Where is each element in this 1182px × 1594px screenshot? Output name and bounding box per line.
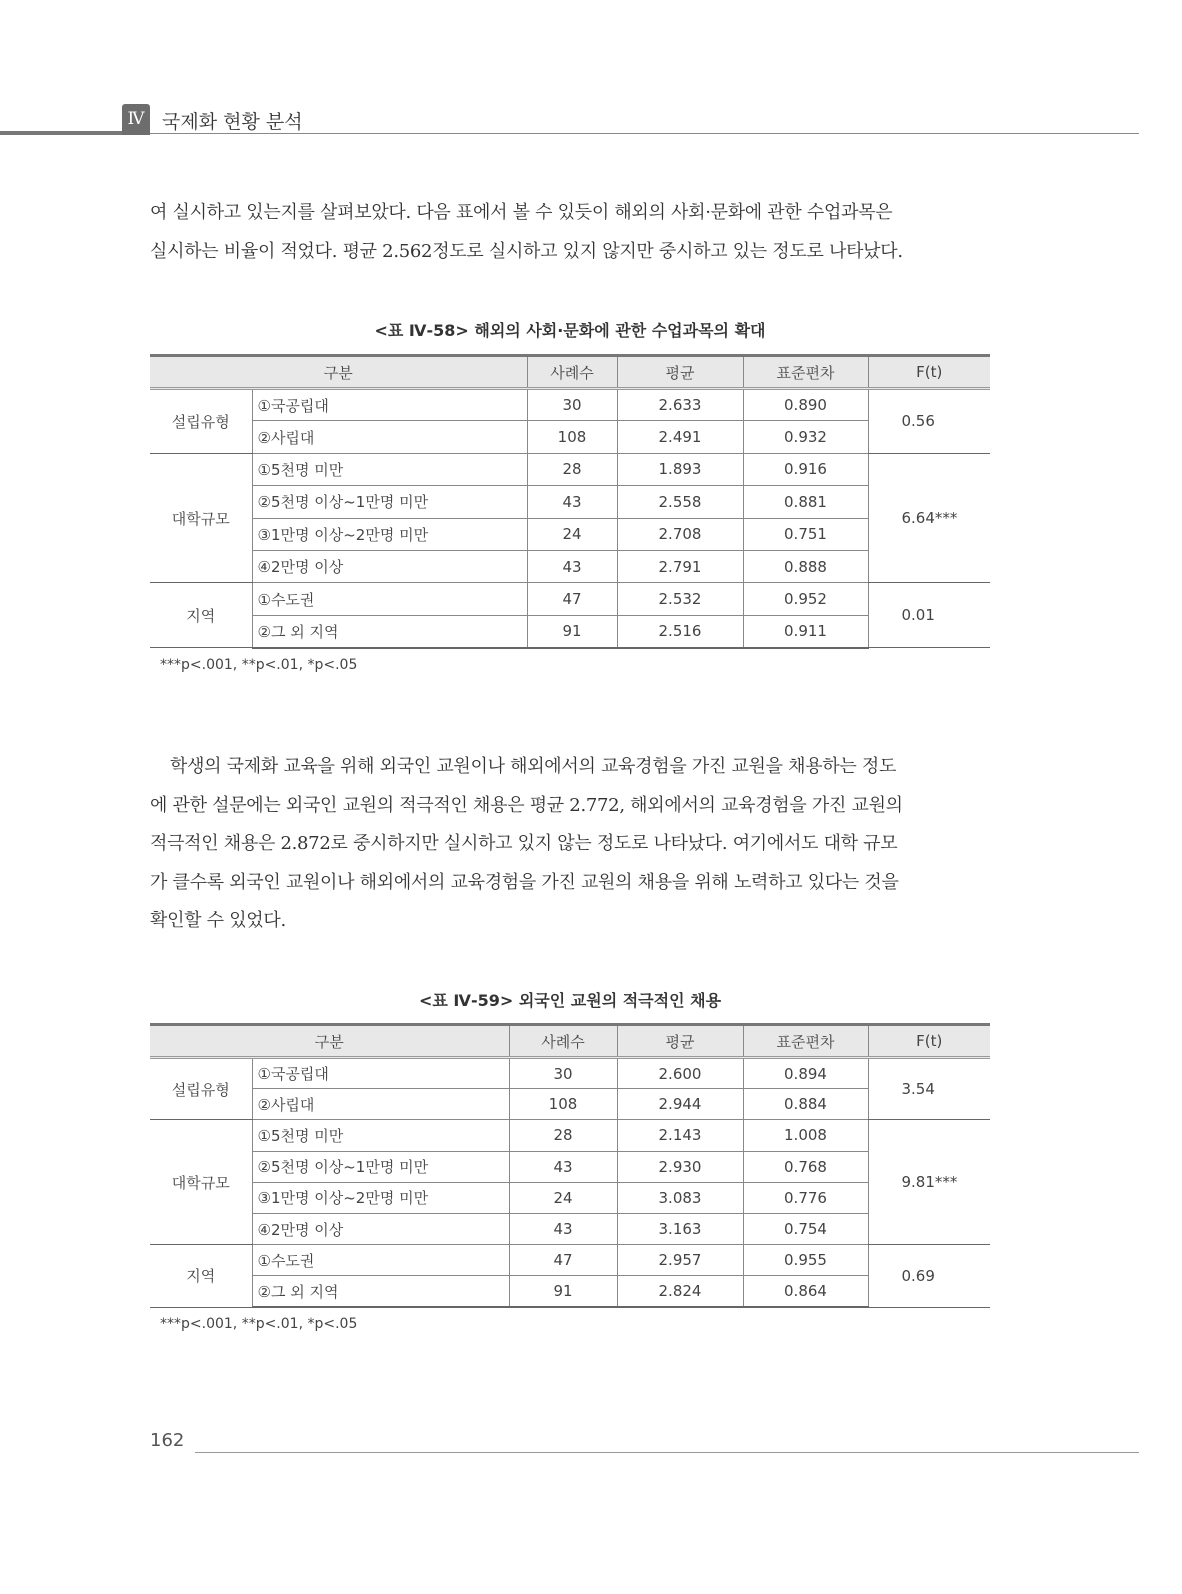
mean-cell: 2.957	[617, 1245, 743, 1276]
column-header: 사례수	[527, 356, 617, 389]
mean-cell: 2.633	[617, 389, 743, 421]
f-value-cell: 6.64***	[868, 453, 990, 583]
table-row	[150, 583, 990, 615]
mean-cell: 2.532	[617, 583, 743, 615]
sd-cell: 0.768	[743, 1151, 868, 1182]
text-line: 학생의 국제화 교육을 위해 외국인 교원이나 해외에서의 교육경험을 가진 교원을 채용하는 정도	[170, 756, 897, 777]
count-cell: 43	[527, 550, 617, 582]
table-row	[150, 1213, 990, 1244]
table2-caption: <표 Ⅳ-59> 외국인 교원의 적극적인 채용	[418, 991, 722, 1010]
row-label: ③1만명 이상~2만명 미만	[252, 1182, 509, 1213]
row-label: ②그 외 지역	[252, 1276, 509, 1307]
sd-cell: 0.894	[743, 1058, 868, 1089]
text-line: 실시하는 비율이 적었다. 평균 2.562정도로 실시하고 있지 않지만 중시하고 있는 정도로 나타났다.	[150, 240, 903, 262]
row-label: ①수도권	[252, 583, 527, 615]
count-cell: 24	[509, 1182, 617, 1213]
table1-caption: <표 Ⅳ-58> 해외의 사회·문화에 관한 수업과목의 확대	[374, 321, 766, 340]
row-label: ②사립대	[252, 1089, 509, 1120]
group-label: 설립유형	[150, 1058, 252, 1120]
f-value-cell: 3.54	[868, 1058, 990, 1120]
row-label: ②5천명 이상~1만명 미만	[252, 1151, 509, 1182]
column-header: 구분	[150, 1025, 509, 1058]
count-cell: 91	[509, 1276, 617, 1307]
paragraph-2	[150, 748, 990, 941]
mean-cell: 2.791	[617, 550, 743, 582]
table-row	[150, 1058, 990, 1089]
group-label: 지역	[150, 583, 252, 648]
mean-cell: 3.083	[617, 1182, 743, 1213]
group-label: 대학규모	[150, 453, 252, 583]
mean-cell: 2.558	[617, 486, 743, 518]
sd-cell: 0.890	[743, 389, 868, 421]
sd-cell: 0.911	[743, 615, 868, 647]
chapter-badge: Ⅳ	[122, 104, 150, 135]
mean-cell: 2.600	[617, 1058, 743, 1089]
page-number: 162	[150, 1430, 185, 1451]
count-cell: 47	[527, 583, 617, 615]
text-line: 여 실시하고 있는지를 살펴보았다. 다음 표에서 볼 수 있듯이 해외의 사회·문화에 관한 수업과목은	[150, 202, 893, 223]
mean-cell: 2.930	[617, 1151, 743, 1182]
count-cell: 28	[527, 453, 617, 485]
text-line: 확인할 수 있었다.	[150, 910, 286, 931]
count-cell: 108	[509, 1089, 617, 1120]
row-label: ②사립대	[252, 421, 527, 453]
table-row	[150, 421, 990, 453]
count-cell: 91	[527, 615, 617, 647]
text-line: 적극적인 채용은 2.872로 중시하지만 실시하고 있지 않는 정도로 나타났다. 여기에서도 대학 규모	[150, 833, 898, 854]
table-row	[150, 1245, 990, 1276]
count-cell: 24	[527, 518, 617, 550]
text-line: 에 관한 설문에는 외국인 교원의 적극적인 채용은 평균 2.772, 해외에서의 교육경험을 가진 교원의	[150, 794, 903, 816]
sd-cell: 0.776	[743, 1182, 868, 1213]
row-label: ③1만명 이상~2만명 미만	[252, 518, 527, 550]
mean-cell: 2.516	[617, 615, 743, 647]
table2-note: ***p<.001, **p<.01, *p<.05	[160, 1316, 358, 1332]
table-row	[150, 1089, 990, 1120]
column-header: 평균	[617, 1025, 743, 1058]
group-label: 대학규모	[150, 1120, 252, 1245]
count-cell: 43	[509, 1213, 617, 1244]
table-row	[150, 453, 990, 485]
table-row	[150, 518, 990, 550]
column-header: 표준편차	[743, 356, 868, 389]
sd-cell: 0.888	[743, 550, 868, 582]
column-header: 표준편차	[743, 1025, 868, 1058]
sd-cell: 0.864	[743, 1276, 868, 1307]
row-label: ②5천명 이상~1만명 미만	[252, 486, 527, 518]
mean-cell: 2.708	[617, 518, 743, 550]
table-row	[150, 1151, 990, 1182]
table-row	[150, 486, 990, 518]
count-cell: 28	[509, 1120, 617, 1151]
mean-cell: 1.893	[617, 453, 743, 485]
sd-cell: 0.881	[743, 486, 868, 518]
paragraph-1	[150, 194, 990, 271]
row-label: ④2만명 이상	[252, 550, 527, 582]
group-label: 지역	[150, 1245, 252, 1307]
column-header: 구분	[150, 356, 527, 389]
table-row	[150, 1182, 990, 1213]
table-row	[150, 1120, 990, 1151]
count-cell: 108	[527, 421, 617, 453]
table2	[150, 1023, 990, 1308]
row-label: ①5천명 미만	[252, 453, 527, 485]
column-header: 사례수	[509, 1025, 617, 1058]
column-header: F(t)	[868, 356, 990, 389]
sd-cell: 0.751	[743, 518, 868, 550]
sd-cell: 0.952	[743, 583, 868, 615]
table-row	[150, 615, 990, 647]
chapter-title: 국제화 현황 분석	[162, 111, 303, 133]
sd-cell: 0.932	[743, 421, 868, 453]
table-row	[150, 389, 990, 421]
row-label: ①5천명 미만	[252, 1120, 509, 1151]
column-header: 평균	[617, 356, 743, 389]
f-value-cell: 9.81***	[868, 1120, 990, 1245]
footer-rule	[195, 1452, 1139, 1453]
f-value-cell: 0.01	[868, 583, 990, 648]
table1-note: ***p<.001, **p<.01, *p<.05	[160, 657, 358, 673]
text-line: 가 클수록 외국인 교원이나 해외에서의 교육경험을 가진 교원의 채용을 위해 노력하고 있다는 것을	[150, 871, 899, 893]
table1	[150, 354, 990, 649]
count-cell: 43	[509, 1151, 617, 1182]
f-value-cell: 0.69	[868, 1245, 990, 1307]
row-label: ②그 외 지역	[252, 615, 527, 647]
f-value-cell: 0.56	[868, 389, 990, 454]
mean-cell: 3.163	[617, 1213, 743, 1244]
table-row	[150, 550, 990, 582]
count-cell: 43	[527, 486, 617, 518]
column-header: F(t)	[868, 1025, 990, 1058]
mean-cell: 2.143	[617, 1120, 743, 1151]
mean-cell: 2.491	[617, 421, 743, 453]
row-label: ④2만명 이상	[252, 1213, 509, 1244]
count-cell: 30	[527, 389, 617, 421]
mean-cell: 2.944	[617, 1089, 743, 1120]
sd-cell: 0.754	[743, 1213, 868, 1244]
table-row	[150, 1276, 990, 1307]
count-cell: 47	[509, 1245, 617, 1276]
sd-cell: 0.884	[743, 1089, 868, 1120]
count-cell: 30	[509, 1058, 617, 1089]
sd-cell: 0.955	[743, 1245, 868, 1276]
row-label: ①수도권	[252, 1245, 509, 1276]
row-label: ①국공립대	[252, 389, 527, 421]
header-rule-left	[0, 131, 122, 135]
row-label: ①국공립대	[252, 1058, 509, 1089]
group-label: 설립유형	[150, 389, 252, 454]
mean-cell: 2.824	[617, 1276, 743, 1307]
sd-cell: 1.008	[743, 1120, 868, 1151]
sd-cell: 0.916	[743, 453, 868, 485]
